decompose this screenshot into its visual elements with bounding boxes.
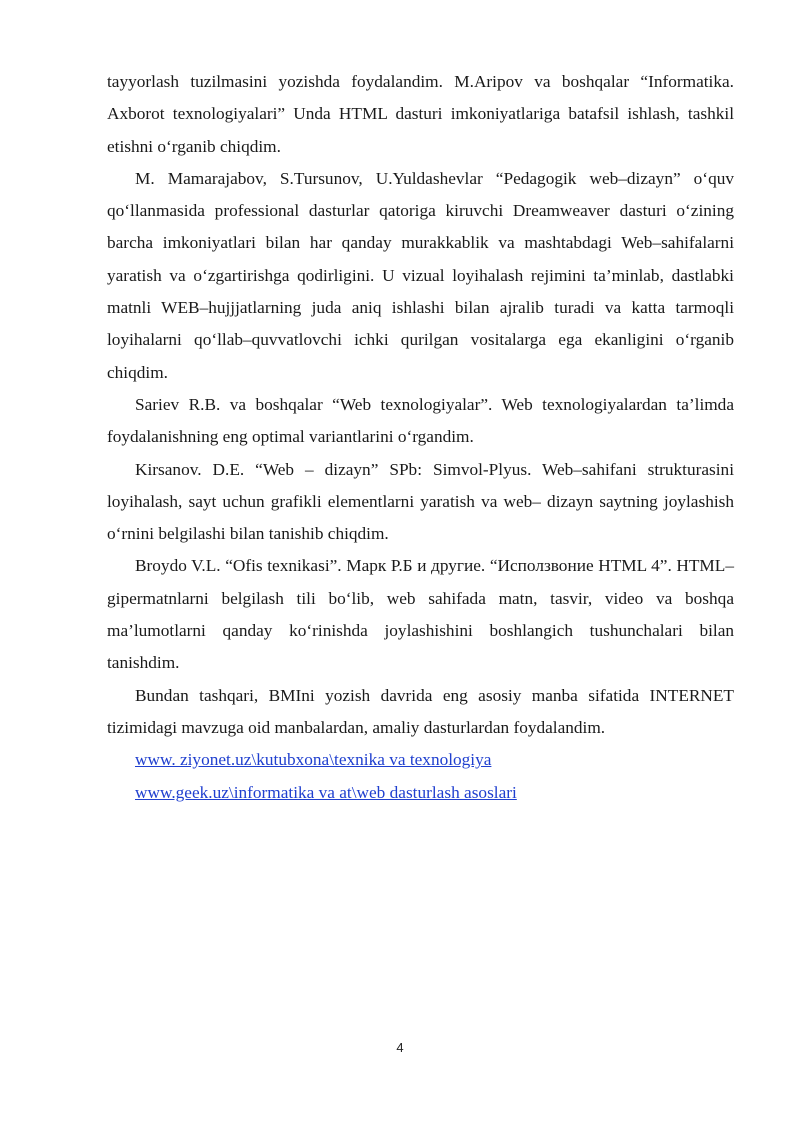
paragraph-internet-sources: Bundan tashqari, BMIni yozish davrida eng asosiy manba sifatida INTERNET tizimidagi mavzuga oid manbalardan, amaliy dasturlardan foydalandim. — [107, 685, 734, 737]
link-line-geek — [107, 777, 734, 809]
paragraph-mamarajabov: M. Mamarajabov, S.Tursunov, U.Yuldashevlar “Pedagogik web–dizayn” o‘quv qo‘llanmasida professional dasturlar qatoriga kiruvchi Dreamweaver dasturi o‘zining barcha imkoniyatlari bilan har qanday murakkablik va mashtabdagi Web–sahifalarni yaratish va o‘zgartirishga qodirligini. U vizual loyihalash rejimini ta’minlab, dastlabki matnli WEB–hujjjatlarning juda aniq ishlashi bilan ajralib turadi va katta tarmoqli loyihalarni qo‘llab–quvvatlovchi ichki qurilgan vositalarga ega ekanligini o‘rganib chiqdim. — [107, 168, 734, 382]
link-line-ziyonet — [107, 744, 734, 776]
link-ziyonet[interactable]: www. ziyonet.uz\kutubxona\texnika va texnologiya — [135, 750, 492, 770]
link-geek[interactable]: www.geek.uz\informatika va at\web dasturlash asoslari — [135, 782, 517, 802]
body-text — [107, 66, 734, 809]
page-number: 4 — [396, 1040, 404, 1055]
paragraph-kirsanov: Kirsanov. D.E. “Web – dizayn” SPb: Simvol-Plyus. Web–sahifani strukturasini loyihalash, sayt uchun grafikli elementlarni yaratish va web– dizayn saytning joylashish o‘rnini belgilashi bilan tanishib chiqdim. — [107, 459, 734, 544]
paragraph-broydo: Broydo V.L. “Ofis texnikasi”. Марк Р.Б и другие. “Исползвоние HTML 4”. HTML–gipermatnlarni belgilash tili bo‘lib, web sahifada matn, tasvir, video va boshqa ma’lumotlarni qanday ko‘rinishda joylashishini boshlangich tushunchalari bilan tanishdim. — [107, 556, 734, 673]
paragraph-sariev: Sariev R.B. va boshqalar “Web texnologiyalar”. Web texnologiyalardan ta’limda foydalanishning eng optimal variantlarini o‘rgandim. — [107, 394, 734, 447]
paragraph-aripov: tayyorlash tuzilmasini yozishda foydalandim. M.Aripov va boshqalar “Informatika. Axborot texnologiyalari” Unda HTML dasturi imkoniyatlariga batafsil ishlash, tashkil etishni o‘rganib chiqdim. — [107, 72, 734, 156]
